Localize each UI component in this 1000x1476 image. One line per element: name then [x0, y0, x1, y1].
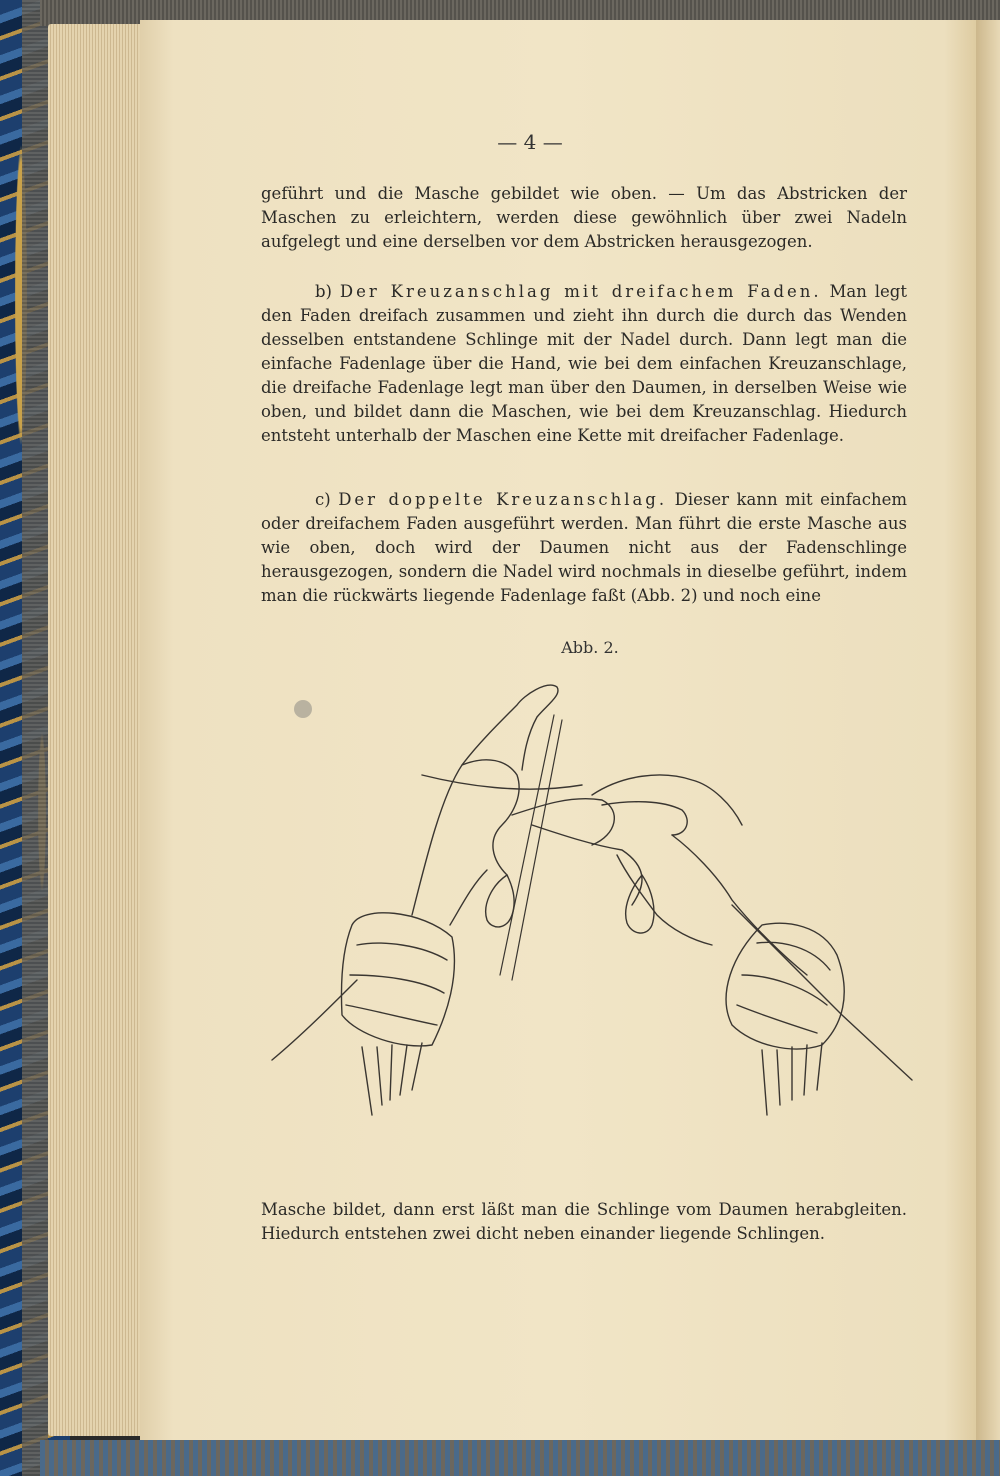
- paragraph-b: [261, 280, 907, 448]
- figure-caption: Abb. 2.: [561, 638, 619, 657]
- paragraph-heading: Der Kreuzanschlag mit dreifachem Faden.: [339, 282, 822, 301]
- page-number: — 4 —: [497, 130, 563, 154]
- paragraph-text: Man legt den Faden dreifach zusammen und zieht ihn durch die durch das Wenden desselben entstandene Schlinge mit der Nadel durch. Dann legt man die einfache Fadenlage über die Hand, wie bei dem einfachen Kreuzanschlage, die dreifache Fadenlage legt man über den Daumen, in derselben Weise wie oben, und bildet dann die Maschen, wie bei dem Kreuzanschlag. Hiedurch entsteht unterhalb der Maschen eine Kette mit dreifacher Fadenlage.: [261, 282, 907, 445]
- paragraph-marker: b): [315, 282, 332, 301]
- paragraph-continuation: [261, 182, 907, 254]
- paragraph-heading: Der doppelte Kreuzanschlag.: [338, 490, 668, 509]
- paragraph-c: [261, 488, 907, 608]
- paragraph-text: geführt und die Masche gebildet wie oben. — Um das Abstricken der Maschen zu erleichtern, werden diese gewöhnlich über zwei Nadeln aufgelegt und eine derselben vor dem Abstricken herausgezogen.: [261, 184, 907, 251]
- paragraph-text: Masche bildet, dann erst läßt man die Schlinge vom Daumen herabgleiten. Hiedurch entstehen zwei dicht neben einander liegende Schlingen.: [261, 1200, 907, 1243]
- page-right-edge: [976, 20, 1000, 1440]
- page-edges-stack: [48, 24, 148, 1436]
- knitting-hands-illustration: [262, 675, 922, 1175]
- book-cover-bottom-edge: [40, 1440, 1000, 1476]
- book-spine-cloth: [22, 0, 48, 1476]
- paragraph-after-figure: [261, 1198, 907, 1246]
- paragraph-text: Dieser kann mit einfachem oder dreifachem Faden ausgeführt werden. Man führt die erste Masche aus wie oben, doch wird der Daumen nicht aus der Fadenschlinge herausgezogen, sondern die Nadel wird nochmals in dieselbe geführt, indem man die rückwärts liegende Fadenlage faßt (Abb. 2) und noch eine: [261, 490, 908, 605]
- paragraph-marker: c): [315, 490, 331, 509]
